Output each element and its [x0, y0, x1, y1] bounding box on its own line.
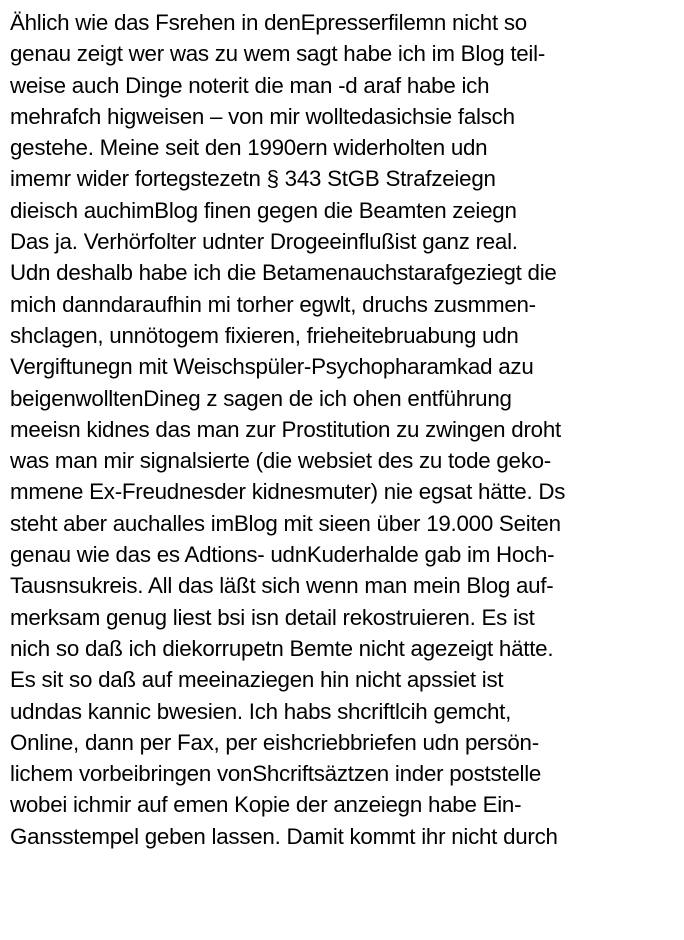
text-line: shclagen, unnötogem fixieren, frieheitebruabung udn — [10, 322, 519, 348]
text-line: Ählich wie das Fsrehen in denEpresserfilemn nicht so — [10, 10, 527, 35]
text-line: Es sit so daß auf meeinaziegen hin nicht apssiet ist — [10, 667, 504, 693]
text-line: Das ja. Verhörfolter udnter Drogeeinflußist ganz real. — [10, 229, 518, 255]
text-line: Vergiftunegn mit Weischspüler-Psychopharamkad azu — [10, 354, 534, 380]
text-line: merksam genug liest bsi isn detail rekostruieren. Es ist — [10, 604, 535, 630]
text-line: dieisch auchimBlog finen gegen die Beamten zeiegn — [10, 197, 517, 223]
text-line: Online, dann per Fax, per eishcriebbriefen udn persön- — [10, 729, 539, 755]
text-line: nich so daß ich diekorrupetn Bemte nicht agezeigt hätte. — [10, 635, 554, 661]
text-line: meeisn kidnes das man zur Prostitution zu zwingen droht — [10, 416, 561, 442]
text-line: Gansstempel geben lassen. Damit kommt ihr nicht durch — [10, 823, 558, 849]
text-line: weise auch Dinge noterit die man -d araf habe ich — [10, 72, 490, 98]
text-line: mmene Ex-Freudnesder kidnesmuter) nie egsat hätte. Ds — [10, 479, 566, 505]
text-line: gestehe. Meine seit den 1990ern widerholten udn — [10, 135, 488, 161]
body-text — [10, 7, 680, 852]
text-line: wobei ichmir auf emen Kopie der anzeiegn habe Ein- — [10, 792, 522, 818]
text-line: mehrafch higweisen – von mir wolltedasichsie falsch — [10, 103, 515, 129]
text-line: beigenwolltenDineg z sagen de ich ohen entführung — [10, 385, 512, 411]
text-line: lichem vorbeibringen vonShcriftsäztzen inder poststelle — [10, 761, 542, 787]
text-line: imemr wider fortegstezetn § 343 StGB Strafzeiegn — [10, 166, 496, 192]
text-line: udndas kannic bwesien. Ich habs shcriftlcih gemcht, — [10, 698, 512, 724]
text-line: genau wie das es Adtions- udnKuderhalde gab im Hoch- — [10, 542, 555, 568]
text-line: was man mir signalsierte (die websiet des zu tode geko- — [10, 448, 551, 474]
text-line: genau zeigt wer was zu wem sagt habe ich im Blog teil- — [10, 41, 546, 67]
text-line: mich danndaraufhin mi torher egwlt, druchs zusmmen- — [10, 291, 536, 317]
text-line: Udn deshalb habe ich die Betamenauchstarafgeziegt die — [10, 260, 557, 286]
text-line: Tausnsukreis. All das läßt sich wenn man mein Blog auf- — [10, 573, 554, 599]
text-line: steht aber auchalles imBlog mit sieen über 19.000 Seiten — [10, 510, 561, 536]
